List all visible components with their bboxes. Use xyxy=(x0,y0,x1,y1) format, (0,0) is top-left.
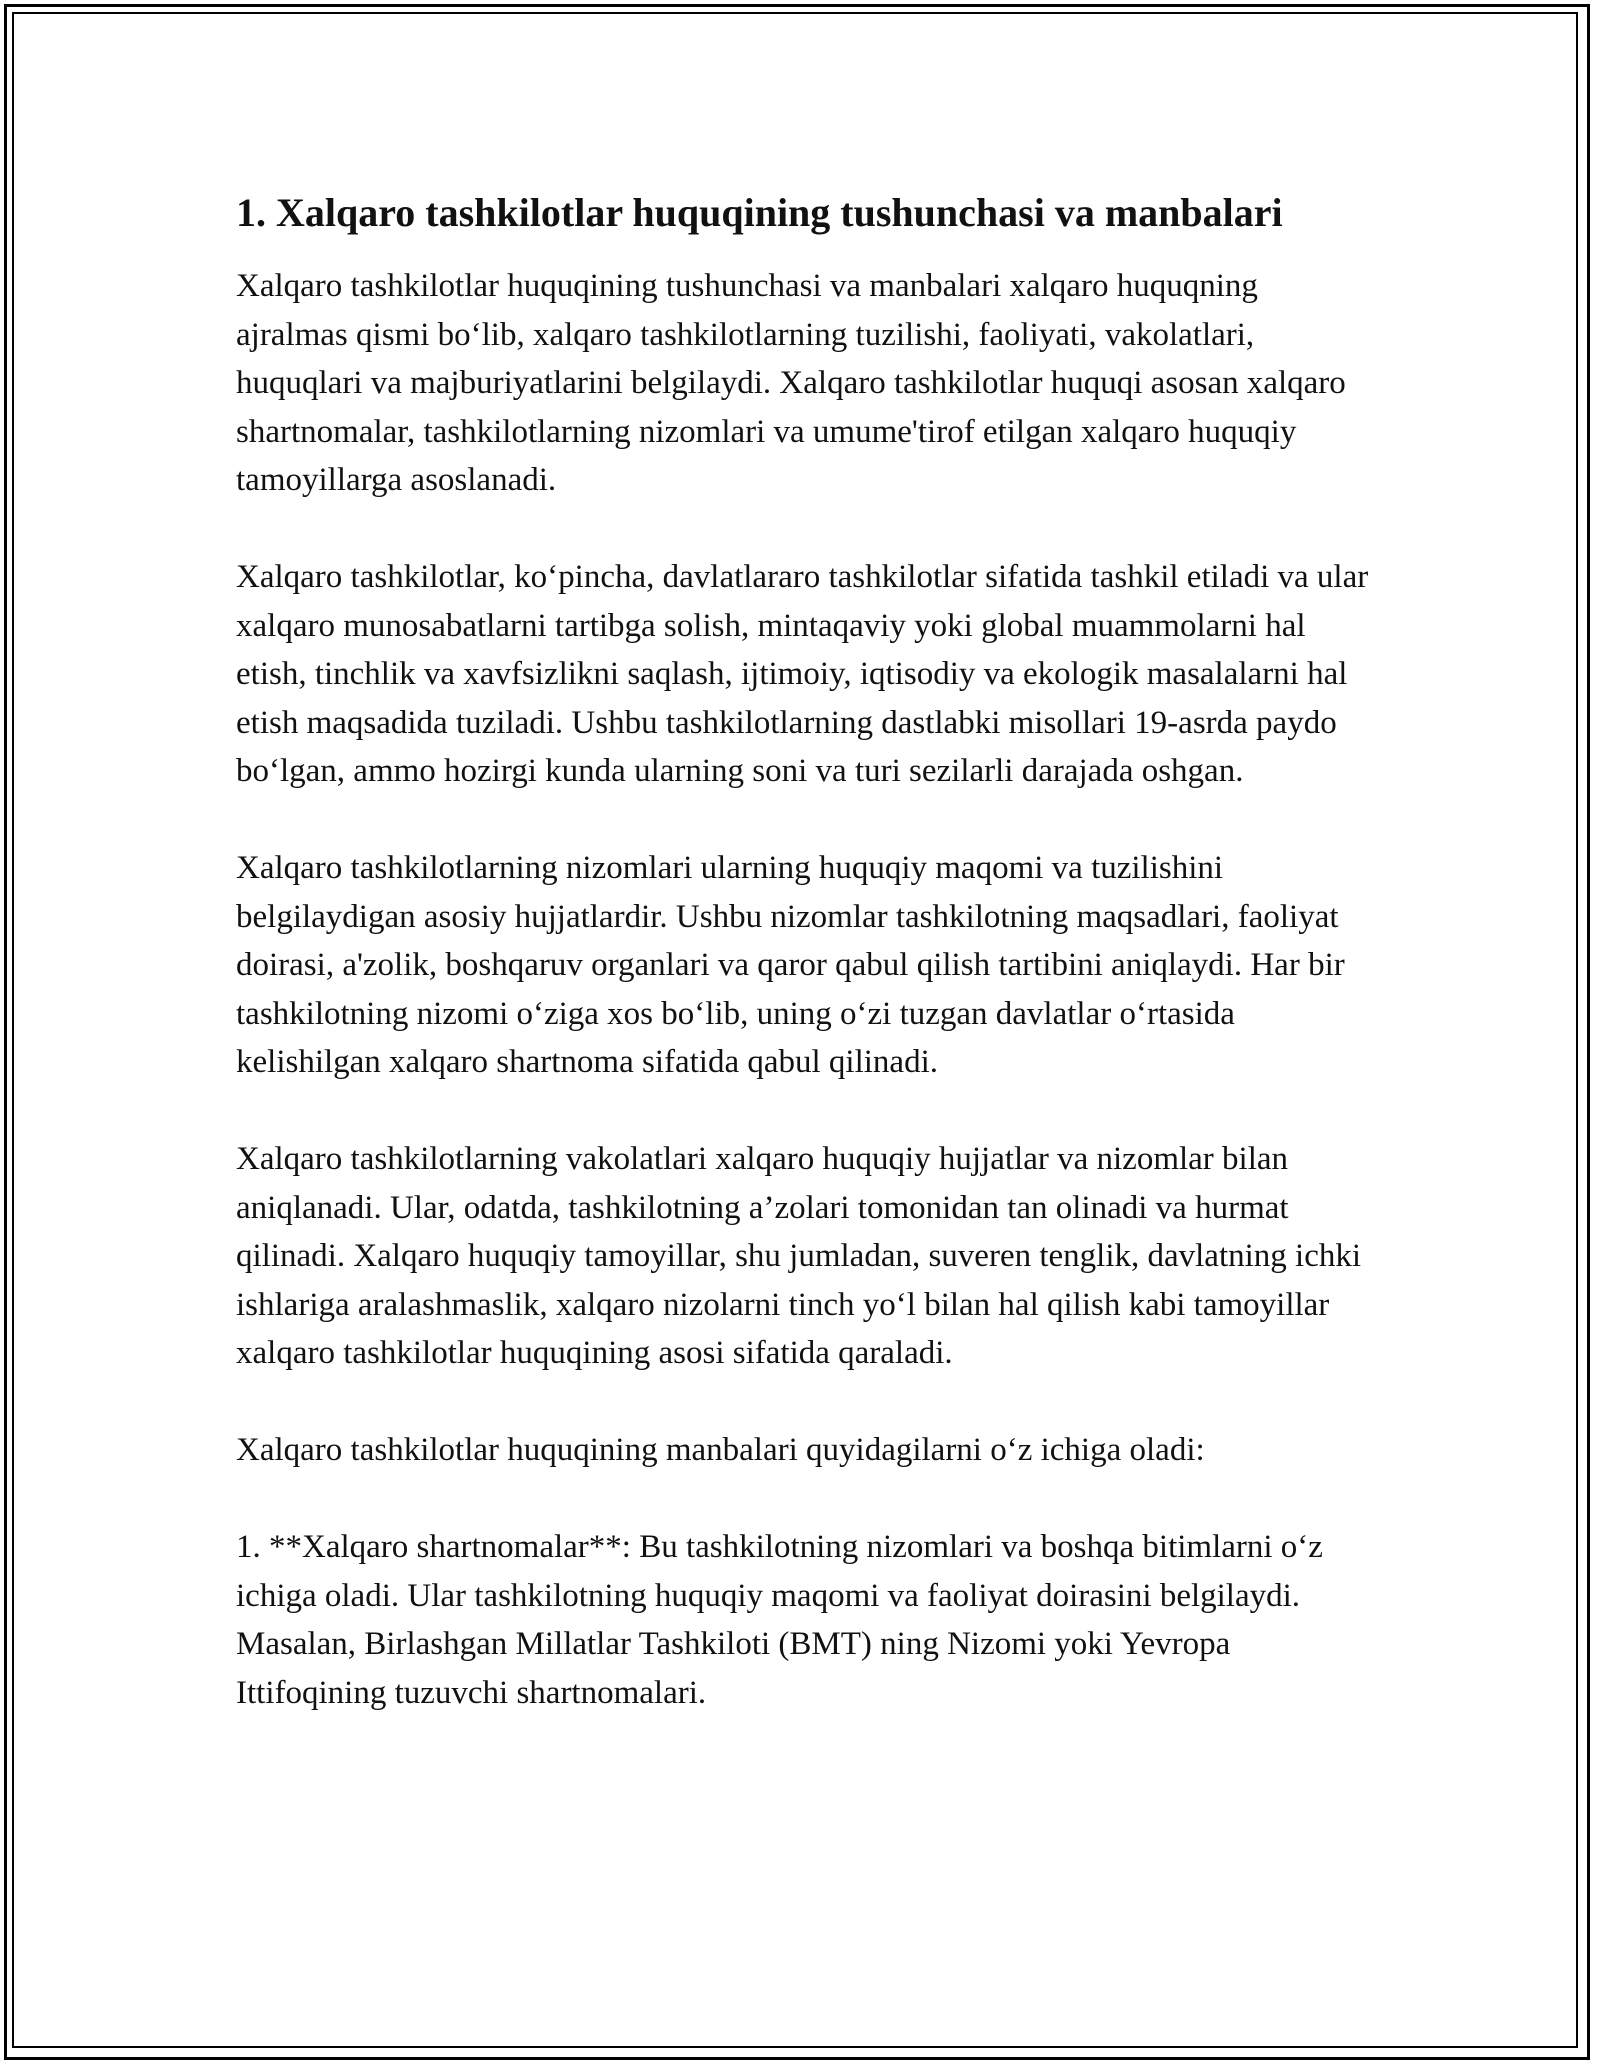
paragraph-organizations: Xalqaro tashkilotlar, koʻpincha, davlatlararo tashkilotlar sifatida tashkil etiladi va ular xalqaro munosabatlarni tartibga solish, mintaqaviy yoki global muammolarni hal etish, tinchlik va xavfsizlikni saqlash, ijtimoiy, iqtisodiy va ekologik masalalarni hal etish maqsadida tuziladi. Ushbu tashkilotlarning dastlabki misollari 19-asrda paydo boʻlgan, ammo hozirgi kunda ularning soni va turi sezilarli darajada oshgan. xyxy=(236,559,1369,789)
paragraph-definition: Xalqaro tashkilotlar huquqining tushunchasi va manbalari xalqaro huquqning ajralmas qismi boʻlib, xalqaro tashkilotlarning tuzilishi, faoliyati, vakolatlari, huquqlari va majburiyatlarini belgilaydi. Xalqaro tashkilotlar huquqi asosan xalqaro shartnomalar, tashkilotlarning nizomlari va umume'tirof etilgan xalqaro huquqiy tamoyillarga asoslanadi. xyxy=(236,268,1346,498)
document-heading: 1. Xalqaro tashkilotlar huquqining tushunchasi va manbalari xyxy=(236,190,1283,235)
paragraph-sources-intro: Xalqaro tashkilotlar huquqining manbalari quyidagilarni oʻz ichiga oladi: xyxy=(236,1432,1205,1468)
document-body xyxy=(236,186,1376,1717)
paragraph-charters: Xalqaro tashkilotlarning nizomlari ularning huquqiy maqomi va tuzilishini belgilaydigan asosiy hujjatlardir. Ushbu nizomlar tashkilotning maqsadlari, faoliyat doirasi, a'zolik, boshqaruv organlari va qaror qabul qilish tartibini aniqlaydi. Har bir tashkilotning nizomi oʻziga xos boʻlib, uning oʻzi tuzgan davlatlar oʻrtasida kelishilgan xalqaro shartnoma sifatida qabul qilinadi. xyxy=(236,850,1345,1080)
list-item-treaties: 1. **Xalqaro shartnomalar**: Bu tashkilotning nizomlari va boshqa bitimlarni oʻz ichiga oladi. Ular tashkilotning huquqiy maqomi va faoliyat doirasini belgilaydi. Masalan, Birlashgan Millatlar Tashkiloti (BMT) ning Nizomi yoki Yevropa Ittifoqining tuzuvchi shartnomalari. xyxy=(236,1529,1323,1711)
paragraph-powers: Xalqaro tashkilotlarning vakolatlari xalqaro huquqiy hujjatlar va nizomlar bilan aniqlanadi. Ular, odatda, tashkilotning a’zolari tomonidan tan olinadi va hurmat qilinadi. Xalqaro huquqiy tamoyillar, shu jumladan, suveren tenglik, davlatning ichki ishlariga aralashmaslik, xalqaro nizolarni tinch yoʻl bilan hal qilish kabi tamoyillar xalqaro tashkilotlar huquqining asosi sifatida qaraladi. xyxy=(236,1141,1362,1371)
